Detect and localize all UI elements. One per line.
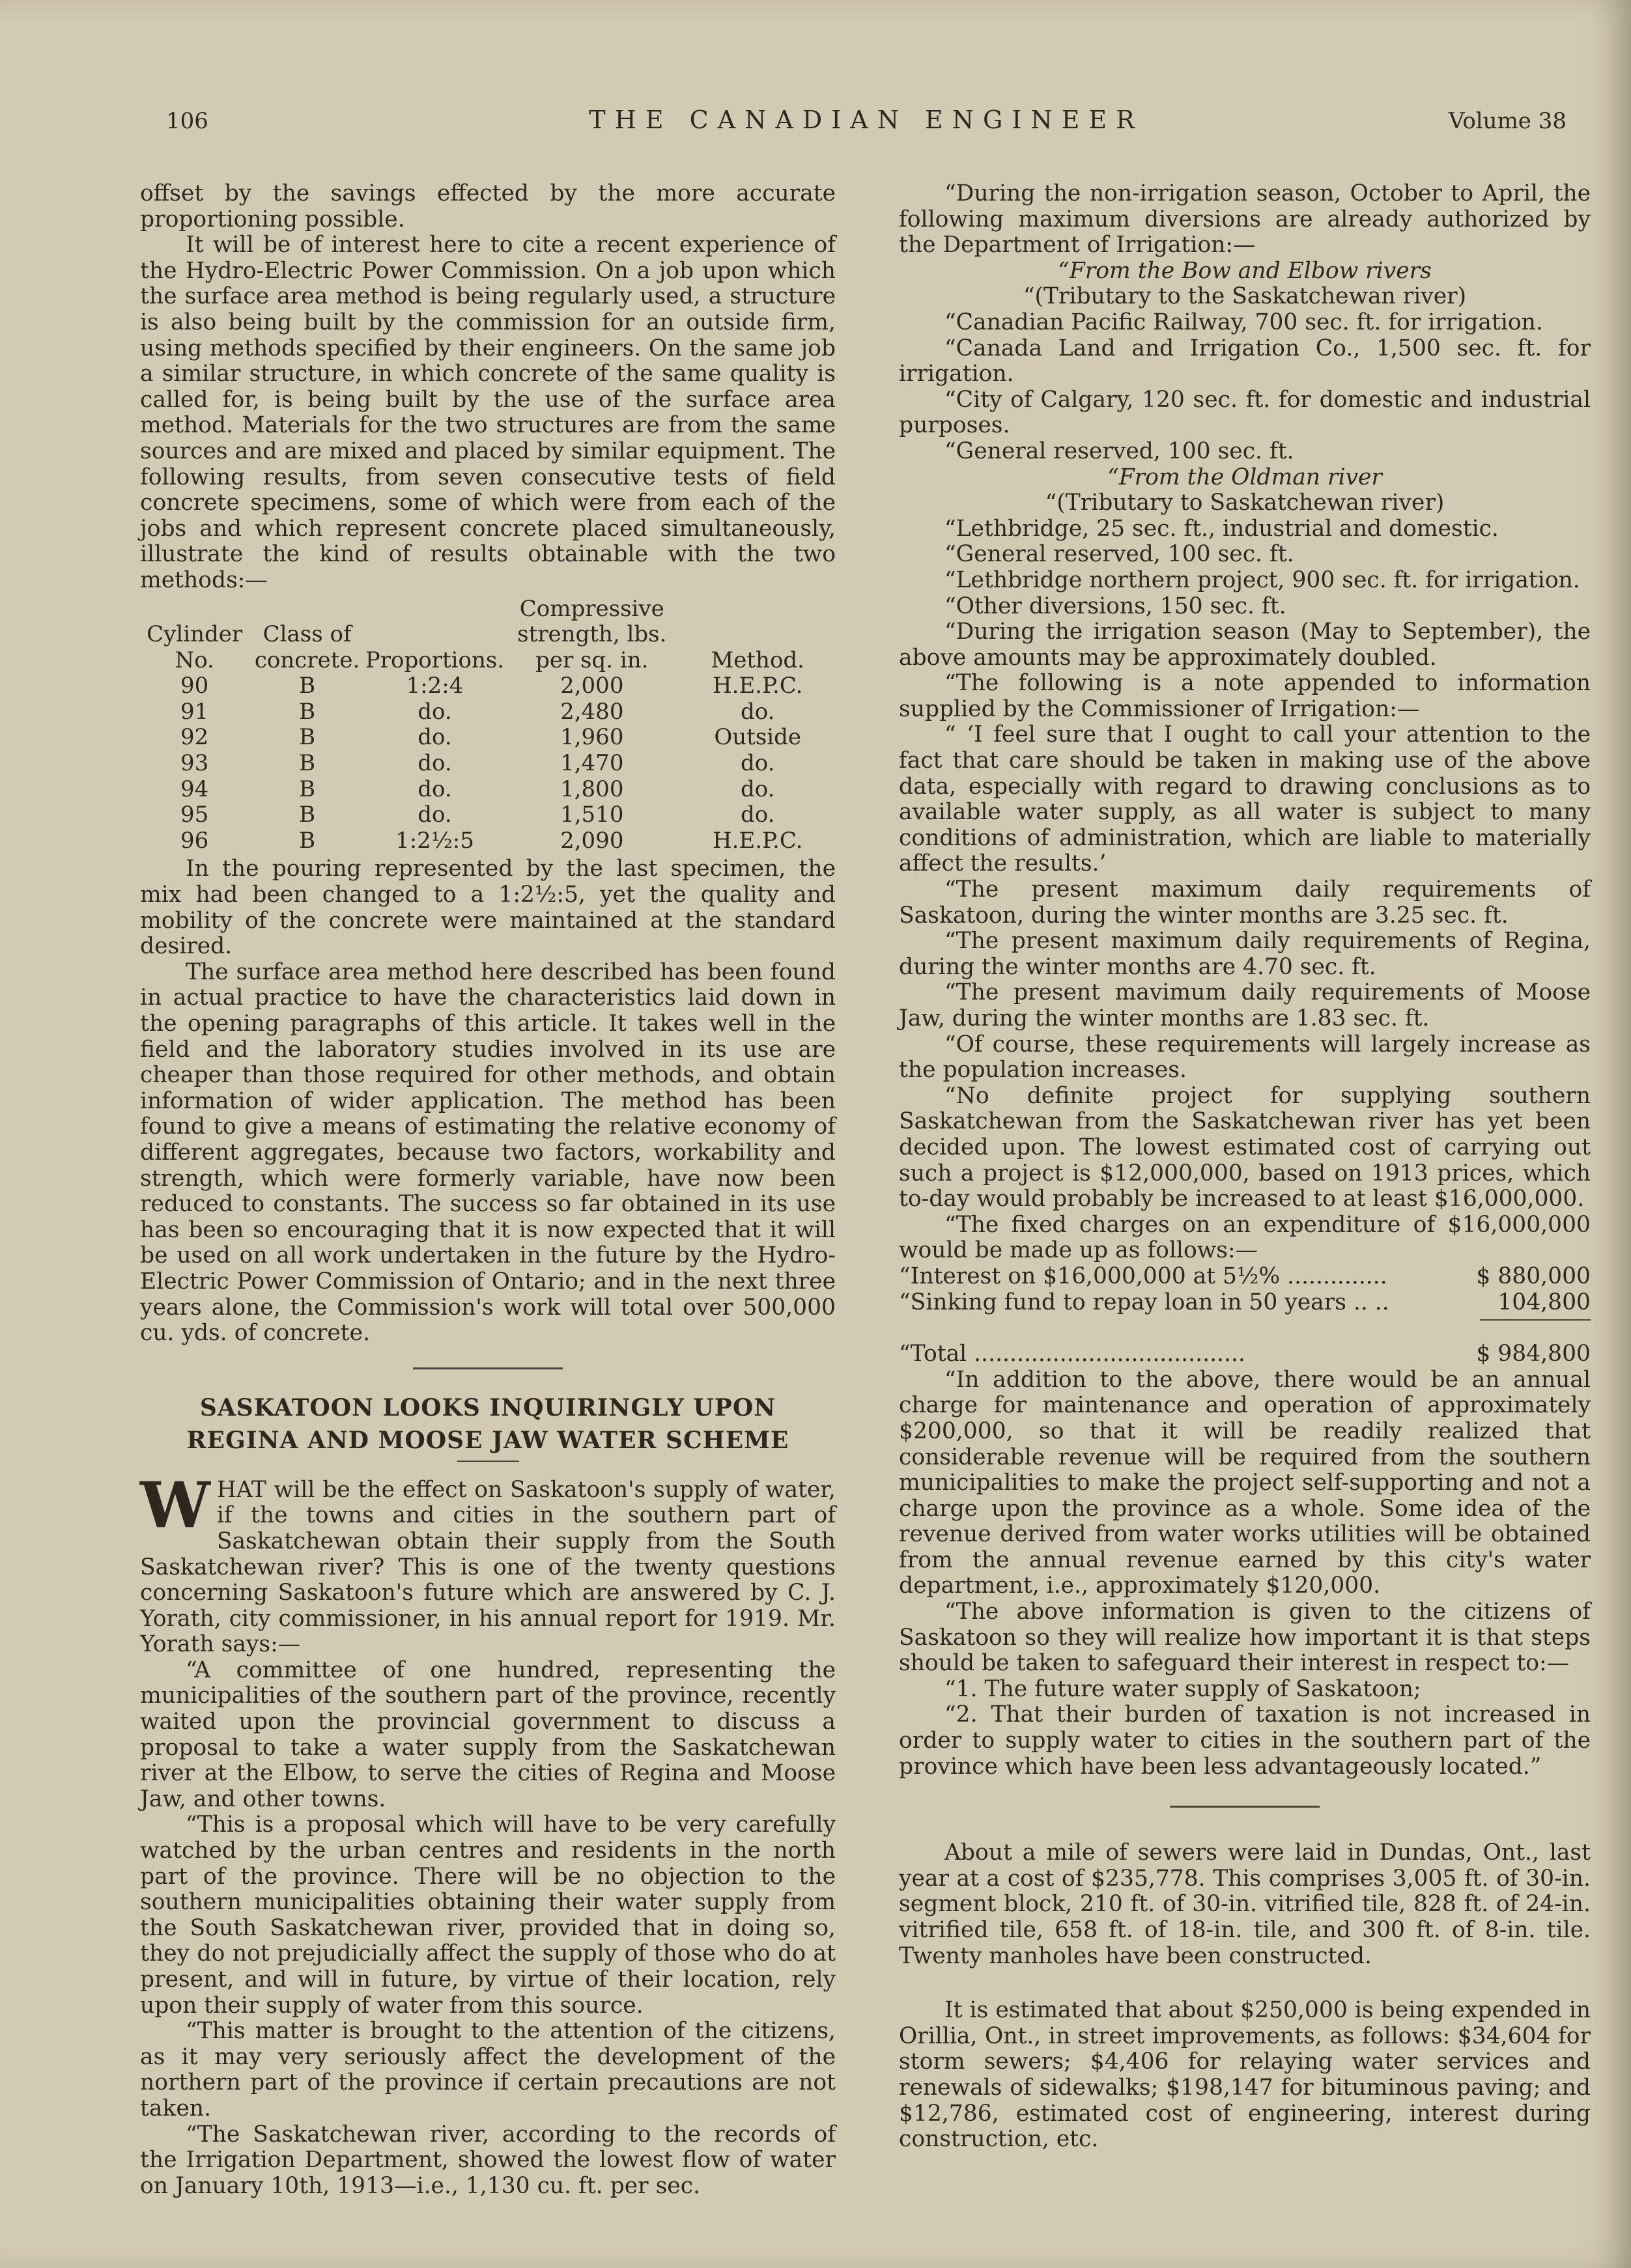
paragraph: “City of Calgary, 120 sec. ft. for domestic and industrial purposes. <box>899 386 1591 439</box>
column-header: Method. <box>711 647 804 673</box>
table-cell: Outside <box>714 724 802 751</box>
table-cell: B <box>299 827 316 854</box>
paragraph: “The present mavimum daily requirements of Moose Jaw, during the winter months are 1.83 sec. ft. <box>899 979 1591 1031</box>
paragraph: “This is a proposal which will have to be very carefully watched by the urban centres and residents in the north part of the province. There will be no objection to the southern municipalities obtaining their water supply from the South Saskatchewan river, provided that in doing so, they do not prejudicially affect the supply of those who do at present, and will in future, by virtue of their location, rely upon their supply of water from this source. <box>140 1812 836 2019</box>
paragraph: “The Saskatchewan river, according to the records of the Irrigation Department, showed the lowest flow of water on January 10th, 1913—i.e., 1,130 cu. ft. per sec. <box>140 2121 836 2199</box>
paragraph: “During the irrigation season (May to September), the above amounts may be approximately doubled. <box>899 619 1591 671</box>
table-cell: B <box>299 776 316 802</box>
drop-cap: W <box>140 1468 210 1542</box>
paragraph: “The fixed charges on an expenditure of $16,000,000 would be made up as follows:— <box>899 1211 1591 1264</box>
table-cell: do. <box>418 776 452 802</box>
table-cell: 92 <box>180 724 209 751</box>
table-cell: 1,960 <box>560 724 624 751</box>
financial-line <box>899 1264 1591 1290</box>
financial-label: “Sinking fund to repay loan in 50 years .. .. <box>899 1289 1389 1315</box>
right-column <box>899 181 1591 2153</box>
page-number: 106 <box>166 108 208 134</box>
volume-label: Volume 38 <box>1448 108 1567 134</box>
table-cell: B <box>299 802 316 828</box>
table-cell: 90 <box>180 673 209 699</box>
table-cell: 1:2½:5 <box>395 827 474 854</box>
table-cell: do. <box>741 750 775 777</box>
paragraph: It will be of interest here to cite a recent experience of the Hydro-Electric Power Commission. On a job upon which the surface area method is being regularly used, a structure is also being built by the commission for an outside firm, using methods specified by their engineers. On the same job a similar structure, in which concrete of the same quality is called for, is being built by the use of the surface area method. Materials for the two structures are from the same sources and are mixed and placed by similar equipment. The following results, from seven consecutive tests of field concrete specimens, some of which were from each of the jobs and which represent concrete placed simultaneously, illustrate the kind of results obtainable with the two methods:— <box>140 232 836 593</box>
results-table <box>140 596 836 854</box>
paragraph: “ ‘I feel sure that I ought to call your attention to the fact that care should be taken in making use of the above data, especially with regard to drawing conclusions as to available water supply, as all water is subject to many conditions of administration, which are liable to materially affect the results.’ <box>899 721 1591 877</box>
table-row <box>140 802 836 828</box>
table-cell: B <box>299 698 316 725</box>
financial-value: $ 880,000 <box>1476 1263 1591 1289</box>
table-cell: 2,090 <box>560 827 624 854</box>
lead-paragraph <box>140 1468 836 1658</box>
paragraph: “The above information is given to the citizens of Saskatoon so they will realize how important it is that steps should be taken to safeguard their interest in respect to:— <box>899 1599 1591 1677</box>
table-cell: B <box>299 750 316 777</box>
paragraph: “No definite project for supplying southern Saskatchewan from the Saskatchewan river has yet been decided upon. The lowest estimated cost of carrying out such a project is $12,000,000, based on 1913 prices, which to-day would probably be increased to at least $16,000,000. <box>899 1082 1591 1212</box>
paragraph: “Other diversions, 150 sec. ft. <box>944 593 1286 619</box>
paragraph: offset by the savings effected by the more accurate proportioning possible. <box>140 180 836 232</box>
left-column <box>140 181 836 2199</box>
table-cell: 1:2:4 <box>406 673 464 699</box>
financial-line <box>899 1290 1591 1316</box>
table-cell: do. <box>741 776 775 802</box>
news-item: It is estimated that about $250,000 is being expended in Orillia, Ont., in street improvements, as follows: $34,604 for storm sewers; $4,406 for relaying water services and renewals of sidewalks; $198,147 for bituminous paving; and $12,786, estimated cost of engineering, interest during construction, etc. <box>899 1997 1591 2153</box>
column-header: Proportions. <box>365 647 505 673</box>
paragraph: “Lethbridge northern project, 900 sec. ft. for irrigation. <box>944 567 1580 593</box>
table-cell: 94 <box>180 776 209 802</box>
paragraph: “General reserved, 100 sec. ft. <box>944 541 1294 568</box>
table-cell: do. <box>741 802 775 828</box>
table-cell: 2,000 <box>560 673 624 699</box>
table-cell: 96 <box>180 827 209 854</box>
title-divider <box>457 1461 519 1462</box>
subheading: “From the Bow and Elbow rivers <box>1058 257 1432 284</box>
table-cell: H.E.P.C. <box>712 827 803 854</box>
section-divider <box>413 1367 563 1369</box>
table-row <box>140 699 836 725</box>
paragraph: “A committee of one hundred, representing the municipalities of the southern part of the province, recently waited upon the provincial government to discuss a proposal to take a water supply from the Saskatchewan river at the Elbow, to serve the cities of Regina and Moose Jaw, and other towns. <box>140 1657 836 1812</box>
table-cell: 95 <box>180 802 209 828</box>
total-value: $ 984,800 <box>1476 1341 1591 1367</box>
table-row <box>140 725 836 751</box>
article-title: SASKATOON LOOKS INQUIRINGLY UPON REGINA AND MOOSE JAW WATER SCHEME <box>186 1393 789 1454</box>
table-row <box>140 673 836 699</box>
table-cell: 1,800 <box>560 776 624 802</box>
paragraph: “2. That their burden of taxation is not increased in order to supply water to cities in the southern part of the province which have been less advantageously located.” <box>899 1701 1591 1780</box>
table-cell: do. <box>418 750 452 777</box>
paragraph: “The present maximum daily requirements of Regina, during the winter months are 4.70 sec. ft. <box>899 928 1591 980</box>
table-cell: 1,470 <box>560 750 624 777</box>
paragraph: “Lethbridge, 25 sec. ft., industrial and domestic. <box>944 515 1499 542</box>
table-cell: B <box>299 724 316 751</box>
paragraph: The surface area method here described has been found in actual practice to have the characteristics laid down in the opening paragraphs of this article. It takes well in the field and the laboratory studies involved in its use are cheaper than those required for other methods, and obtain information of wider application. The method has been found to give a means of estimating the relative economy of different aggregates, because two factors, workability and strength, which were formerly variable, have now been reduced to constants. The success so far obtained in its use has been so encouraging that it is now expected that it will be used on all work undertaken in the future by the Hydro-Electric Power Commission of Ontario; and in the next three years alone, the Commission's work will total over 500,000 cu. yds. of concrete. <box>140 959 836 1347</box>
table-cell: 93 <box>180 750 209 777</box>
table-row <box>140 777 836 803</box>
table-row <box>140 751 836 777</box>
subheading: “From the Oldman river <box>1107 464 1382 490</box>
section-divider <box>1170 1806 1320 1808</box>
total-label: “Total ...................................... <box>899 1341 1245 1367</box>
paragraph: “1. The future water supply of Saskatoon; <box>944 1675 1421 1702</box>
table-cell: do. <box>418 802 452 828</box>
paragraph: “Canadian Pacific Railway, 700 sec. ft. for irrigation. <box>944 309 1543 335</box>
table-cell: B <box>299 673 316 699</box>
table-cell: 91 <box>180 698 209 725</box>
paragraph: “Canada Land and Irrigation Co., 1,500 sec. ft. for irrigation. <box>899 335 1591 387</box>
news-item: About a mile of sewers were laid in Dundas, Ont., last year at a cost of $235,778. This comprises 3,005 ft. of 30-in. segment block, 210 ft. of 30-in. vitrified tile, 828 ft. of 24-in. vitrified tile, 658 ft. of 18-in. tile, and 300 ft. of 8-in. tile. Twenty manholes have been constructed. <box>899 1840 1591 1969</box>
paragraph: “In addition to the above, there would be an annual charge for maintenance and operation of approximately $200,000, so that it will be readily realized that considerable revenue will be required from the southern municipalities to make the project self-supporting and not a charge upon the province as a whole. Some idea of the revenue derived from water works utilities will be obtained from the annual revenue earned by this city's water department, i.e., approximately $120,000. <box>899 1366 1591 1599</box>
table-cell: do. <box>418 724 452 751</box>
paragraph: “Of course, these requirements will largely increase as the population increases. <box>899 1031 1591 1084</box>
table-cell: do. <box>418 698 452 725</box>
column-header: Compressive strength, lbs. per sq. in. <box>517 595 667 673</box>
paragraph: “This matter is brought to the attention of the citizens, as it may very seriously affect the development of the northern part of the province if certain precautions are not taken. <box>140 2018 836 2121</box>
table-cell: H.E.P.C. <box>712 673 803 699</box>
paragraph: “During the non-irrigation season, October to April, the following maximum diversions are already authorized by the Department of Irrigation:— <box>899 180 1591 259</box>
lead-text: HAT will be the effect on Saskatoon's supply of water, if the towns and cities in the southern part of Saskatchewan obtain their supply from the South Saskatchewan river? This is one of the twenty questions concerning Saskatoon's future which are answered by C. J. Yorath, city commissioner, in his annual report for 1919. Mr. Yorath says:— <box>140 1476 836 1658</box>
column-header: Class of concrete. <box>254 621 360 673</box>
running-header <box>166 104 1567 143</box>
table-cell: 2,480 <box>560 698 624 725</box>
paragraph: “General reserved, 100 sec. ft. <box>944 438 1294 464</box>
financial-label: “Interest on $16,000,000 at 5½% .............. <box>899 1263 1387 1289</box>
table-cell: 1,510 <box>560 802 624 828</box>
subheading: “(Tributary to the Saskatchewan river) <box>1023 283 1467 310</box>
sum-rule <box>1480 1319 1591 1321</box>
paragraph: “The present maximum daily requirements of Saskatoon, during the winter months are 3.25 sec. ft. <box>899 876 1591 929</box>
table-row <box>140 828 836 854</box>
subheading: “(Tributary to Saskatchewan river) <box>1045 490 1445 516</box>
table-header-row <box>140 596 836 674</box>
column-header: Cylinder No. <box>147 621 243 673</box>
journal-title: THE CANADIAN ENGINEER <box>589 105 1144 134</box>
financial-value: 104,800 <box>1497 1289 1591 1315</box>
paragraph: “The following is a note appended to information supplied by the Commissioner of Irrigation:— <box>899 670 1591 722</box>
financial-total <box>899 1341 1591 1367</box>
paragraph: In the pouring represented by the last specimen, the mix had been changed to a 1:2½:5, yet the quality and mobility of the concrete were maintained at the standard desired. <box>140 856 836 960</box>
table-cell: do. <box>741 698 775 725</box>
